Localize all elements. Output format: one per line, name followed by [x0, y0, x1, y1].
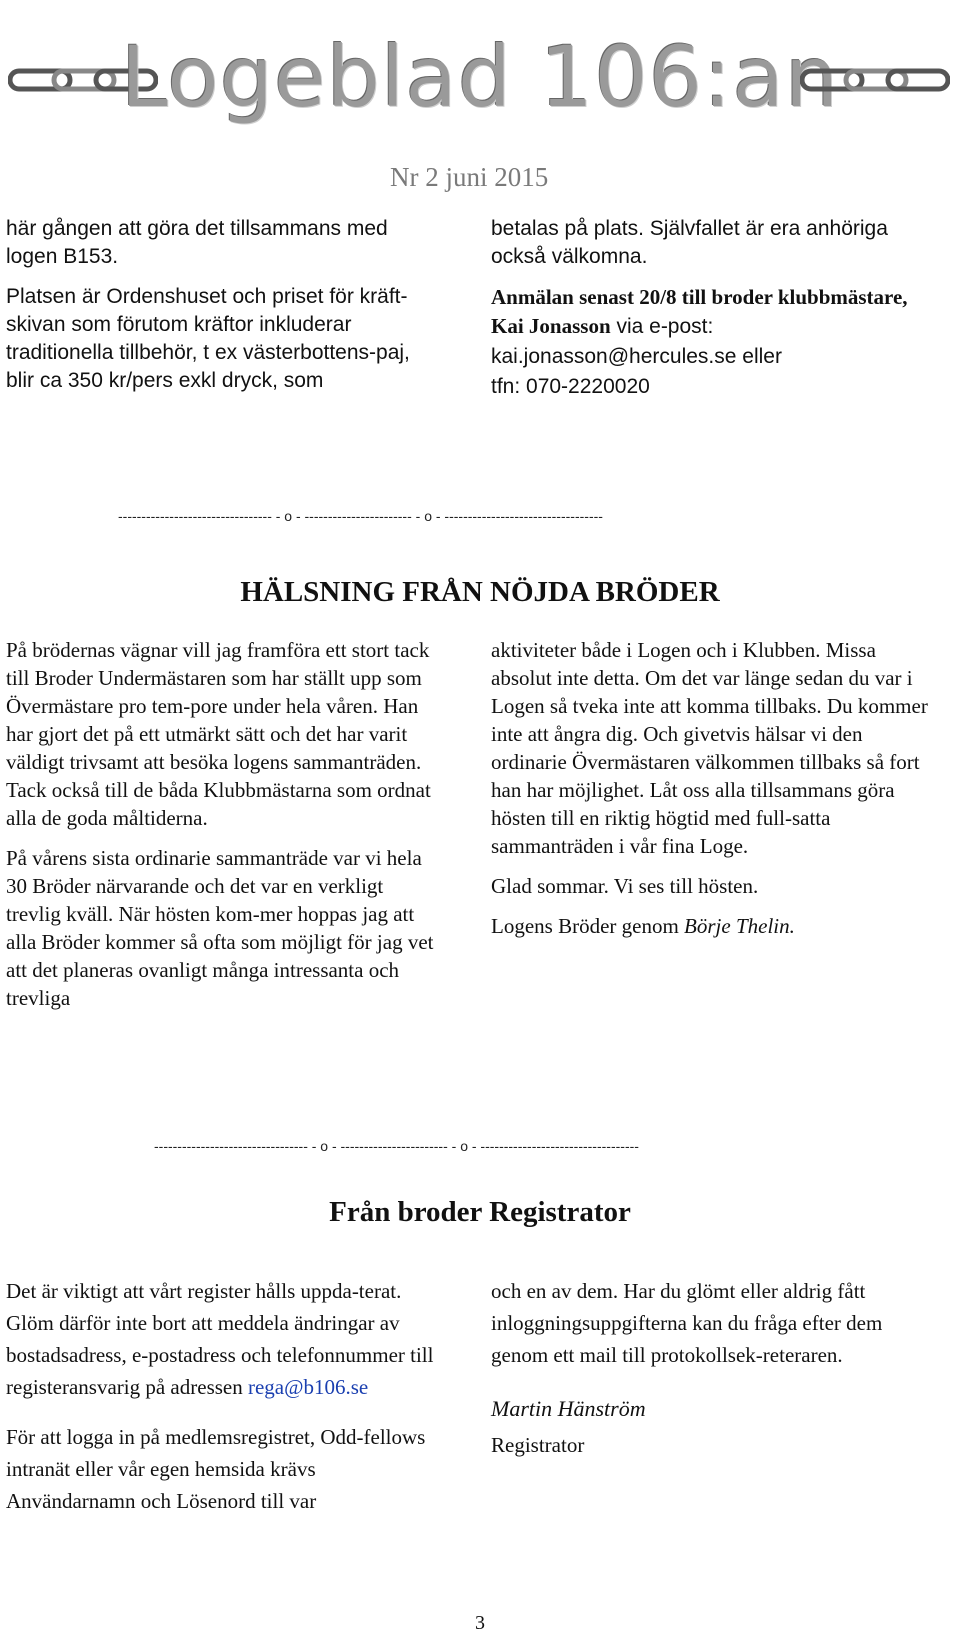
divider: --------------------------------- - o - ----------------------- - o - ---------------------------------- [118, 508, 603, 524]
signature-prefix: Logens Bröder genom [491, 914, 685, 938]
paragraph-text: Det är viktigt att vårt register hålls uppda-terat. Glöm därför inte bort att meddela ändringar av bostadsadress, e-postadress och telefonnummer till registeransvarig på adressen [6, 1279, 434, 1399]
registration-bold: Anmälan senast 20/8 till broder klubbmästare, Kai Jonasson [491, 285, 908, 338]
divider: --------------------------------- - o - ----------------------- - o - ---------------------------------- [154, 1138, 639, 1154]
masthead [0, 0, 960, 150]
signature-name: Martin Hänström [491, 1396, 646, 1421]
section2-heading: HÄLSNING FRÅN NÖJDA BRÖDER [240, 576, 720, 608]
section1-right-column [491, 215, 931, 413]
registrar-email-link[interactable]: rega@b106.se [247, 1375, 369, 1399]
paragraph: För att logga in på medlemsregistret, Odd-fellows intranät eller vår egen hemsida krävs Användarnamn och Lösenord till var [6, 1425, 426, 1513]
paragraph: Platsen är Ordenshuset och priset för kräft-skivan som förutom kräftor inkluderar traditionella tillbehör, t ex västerbottens-paj, blir ca 350 kr/pers exkl dryck, som [6, 285, 410, 392]
registration-suffix: via e-post: [610, 315, 714, 338]
section3-heading: Från broder Registrator [329, 1196, 631, 1228]
section3-left-column [6, 1275, 436, 1529]
paragraph: och en av dem. Har du glömt eller aldrig fått inloggningsuppgifterna kan du fråga efter dem genom ett mail till protokollsek-reteraren. [491, 1279, 883, 1367]
contact-email: kai.jonasson@hercules.se eller [491, 345, 782, 368]
section2-left-column [6, 636, 436, 1024]
paragraph: Glad sommar. Vi ses till hösten. [491, 874, 759, 898]
masthead-title: Logeblad 106:an [120, 28, 840, 126]
chain-right-icon [800, 68, 950, 92]
signature-title: Registrator [491, 1433, 585, 1457]
paragraph: aktiviteter både i Logen och i Klubben. Missa absolut inte detta. Om det var länge sedan du var i Logen så tveka inte att komma tillbaks. Du kommer inte att ångra dig. Och givetvis hälsar vi den ordinarie Övermästaren välkommen tillbaks så fort han har möjlighet. Låt oss alla tillsammans göra hösten till en riktig högtid med full-satta sammanträden i vår fina Loge. [491, 638, 928, 858]
paragraph [6, 1275, 436, 1403]
signature-name: Börje Thelin. [684, 914, 795, 938]
registration-paragraph [491, 283, 931, 341]
paragraph: På brödernas vägnar vill jag framföra ett stort tack till Broder Undermästaren som har ställt upp som Övermästare pro tem-pore under hela våren. Han har gjort det på ett utmärkt sätt och det har varit väldigt trivsamt att besöka logens sammanträden. Tack också till de båda Klubbmästarna som ordnat alla de goda måltiderna. [6, 638, 431, 830]
page-number: 3 [475, 1612, 485, 1634]
section3-right-column [491, 1275, 931, 1473]
issue-label: Nr 2 juni 2015 [390, 162, 549, 192]
paragraph: På vårens sista ordinarie sammanträde var vi hela 30 Bröder närvarande och det var en verkligt trevlig kväll. När hösten kom-mer hoppas jag att alla Bröder kommer så ofta som möjligt för jag vet att det planeras ovanligt många intressanta och trevliga [6, 846, 434, 1010]
paragraph: betalas på plats. Självfallet är era anhöriga också välkomna. [491, 217, 888, 268]
section2-right-column [491, 636, 931, 952]
signature [491, 912, 931, 940]
section1-left-column [6, 215, 426, 407]
contact-phone: tfn: 070-2220020 [491, 375, 650, 398]
paragraph: här gången att göra det tillsammans med logen B153. [6, 217, 388, 268]
